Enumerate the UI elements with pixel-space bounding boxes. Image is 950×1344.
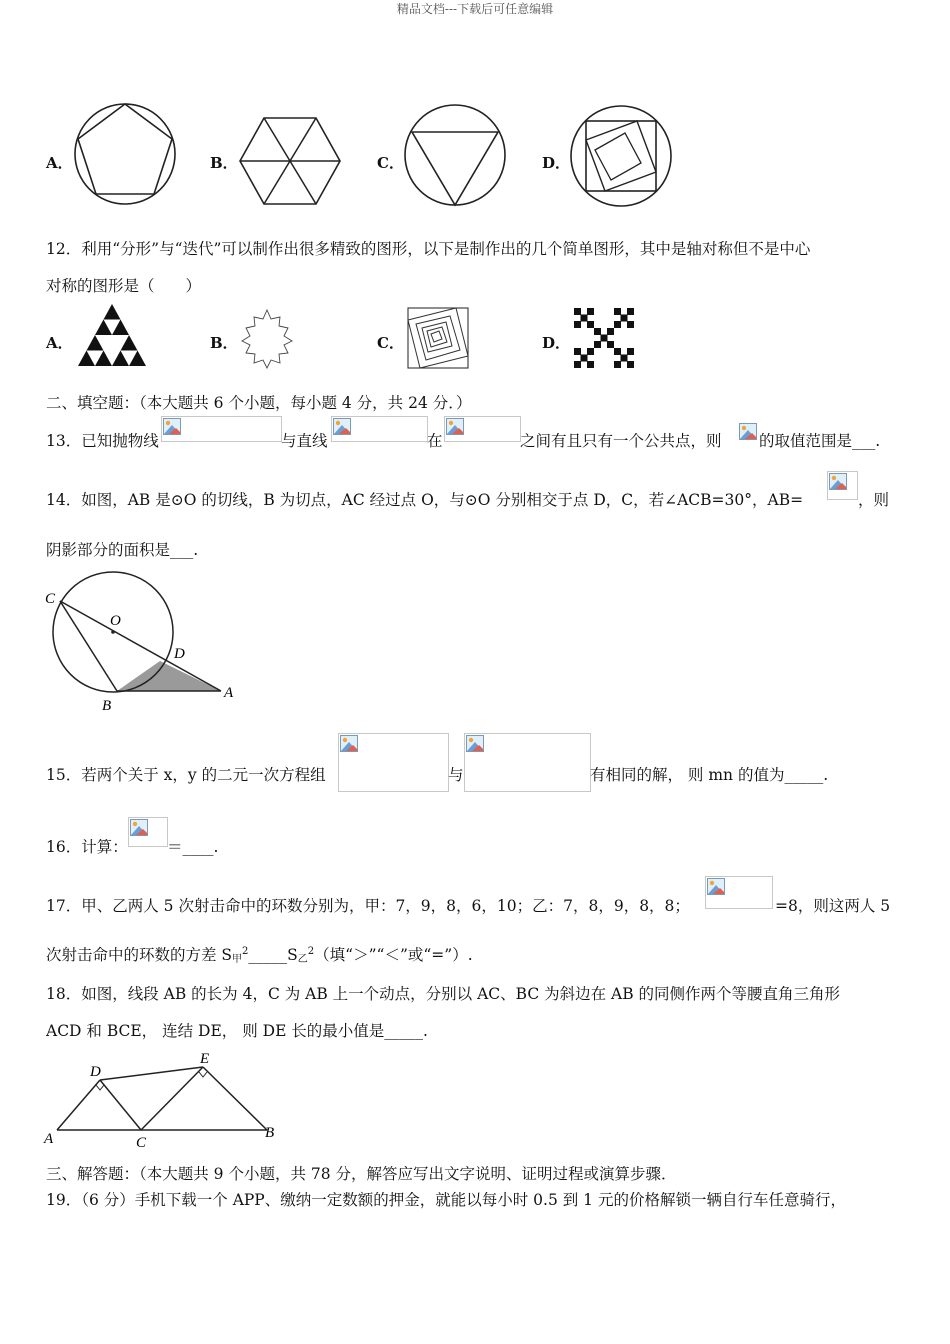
label-c: C	[45, 591, 56, 607]
label-a: A	[44, 1131, 54, 1147]
label-b: B	[102, 698, 112, 714]
q19-text-line1: 19．（6 分）手机下载一个 APP、缴纳一定数额的押金，就能以每小时 0.5 到 1 元的价格解锁一辆自行车任意骑行，	[46, 1191, 846, 1209]
q13-parabola-formula-image	[161, 416, 282, 442]
q15-system1-image	[338, 733, 449, 792]
image-placeholder-icon	[163, 418, 181, 435]
q16-text-1: 16．计算：	[46, 838, 128, 856]
q11-option-c: C．	[377, 154, 404, 172]
q18-text-line1: 18．如图，线段 AB 的长为 4，C 为 AB 上一个动点，分别以 AC、BC 为斜边在 AB 的同侧作两个等腰直角三角形	[46, 985, 841, 1003]
q13-text-2: 与直线	[281, 432, 328, 450]
q15-system2-image	[464, 733, 591, 792]
image-placeholder-icon	[466, 735, 484, 752]
q17-sup-1: 2	[242, 946, 249, 957]
label-c: C	[136, 1135, 147, 1151]
q13-text-3: 在	[427, 432, 443, 450]
q14-text-line2: 阴影部分的面积是___.	[46, 541, 199, 559]
q13-line-formula-image	[331, 416, 428, 442]
q12-option-b: B．	[210, 334, 238, 352]
q17-line2-b: _____S	[248, 946, 298, 964]
q17-line2-a: 次射击命中的环数的方差 S	[46, 946, 233, 964]
q16-text-2: ＝____.	[167, 838, 219, 856]
q15-text-1: 15．若两个关于 x，y 的二元一次方程组	[46, 766, 326, 784]
q13-range-formula-image	[444, 416, 521, 442]
page-header: 精品文档---下载后可任意编辑	[396, 2, 554, 16]
q17-sub-jia: 甲	[232, 954, 243, 965]
q11-option-b: B．	[210, 154, 238, 172]
q15-text-3: 有相同的解， 则 mn 的值为_____.	[590, 766, 829, 784]
q12-option-a: A．	[46, 334, 73, 352]
q17-text-2: =8，则这两人 5	[775, 897, 891, 915]
q11-figure-a	[74, 100, 178, 208]
label-b: B	[265, 1125, 275, 1141]
q17-sub-yi: 乙	[297, 954, 308, 965]
q17-line2-c: （填“＞”“＜”或“=”）.	[314, 946, 473, 964]
q17-text-line2	[46, 943, 473, 965]
image-placeholder-icon	[446, 418, 464, 435]
q18-text-line2: ACD 和 BCE， 连结 DE， 则 DE 长的最小值是_____.	[46, 1022, 428, 1040]
label-d: D	[174, 646, 185, 662]
label-d: D	[90, 1064, 101, 1080]
q12-checker-fractal-figure	[574, 308, 634, 368]
q14-text-1: 14．如图，AB 是⊙O 的切线，B 为切点，AC 经过点 O，与⊙O 分别相交于点 D，C，若∠ACB=30°，AB=	[46, 491, 804, 509]
q13-text-1: 13．已知抛物线	[46, 432, 159, 450]
q12-koch-snowflake-figure	[238, 308, 296, 370]
q11-figure-b	[238, 116, 342, 206]
section2-heading: 二、填空题：（本大题共 6 个小题，每小题 4 分，共 24 分．）	[46, 394, 472, 412]
q17-mean-formula-image	[705, 876, 773, 909]
image-placeholder-icon	[707, 878, 725, 895]
section3-heading: 三、解答题：（本大题共 9 个小题，共 78 分，解答应写出文字说明、证明过程或演算步骤．	[46, 1165, 677, 1183]
q14-ab-value-image	[827, 471, 858, 500]
q15-text-2: 与	[448, 766, 464, 784]
q13-variable-image	[738, 422, 758, 440]
q11-option-a: A．	[46, 154, 73, 172]
q17-sup-2: 2	[307, 946, 315, 957]
label-o: O	[110, 613, 121, 629]
q14-circle-tangent-figure	[40, 570, 240, 716]
q11-figure-d	[570, 106, 674, 206]
q12-sierpinski-triangle-figure	[76, 302, 148, 368]
image-placeholder-icon	[829, 473, 847, 490]
q13-text-4: 之间有且只有一个公共点，则	[520, 432, 722, 450]
q12-text-line2: 对称的图形是（ ）	[46, 277, 202, 295]
q14-text-2: ，则	[858, 491, 890, 509]
image-placeholder-icon	[333, 418, 351, 435]
q16-expression-image	[128, 817, 168, 847]
q11-option-d: D．	[542, 154, 571, 172]
q13-text-5: 的取值范围是___.	[759, 432, 881, 450]
q11-figure-c	[404, 104, 508, 208]
q12-nested-squares-figure	[406, 306, 470, 370]
q18-isosceles-triangles-figure	[40, 1046, 280, 1150]
label-a: A	[224, 685, 234, 701]
q12-option-c: C．	[377, 334, 404, 352]
q12-text-line1: 12．利用“分形”与“迭代”可以制作出很多精致的图形，以下是制作出的几个简单图形，其中是轴对称但不是中心	[46, 240, 811, 258]
image-placeholder-icon	[130, 819, 148, 836]
q12-option-d: D．	[542, 334, 571, 352]
image-placeholder-icon	[739, 423, 757, 440]
label-e: E	[200, 1051, 210, 1067]
image-placeholder-icon	[340, 735, 358, 752]
q17-text-1: 17．甲、乙两人 5 次射击命中的环数分别为，甲：7，9，8，6，10；乙：7，8，9，8，8；	[46, 897, 690, 915]
